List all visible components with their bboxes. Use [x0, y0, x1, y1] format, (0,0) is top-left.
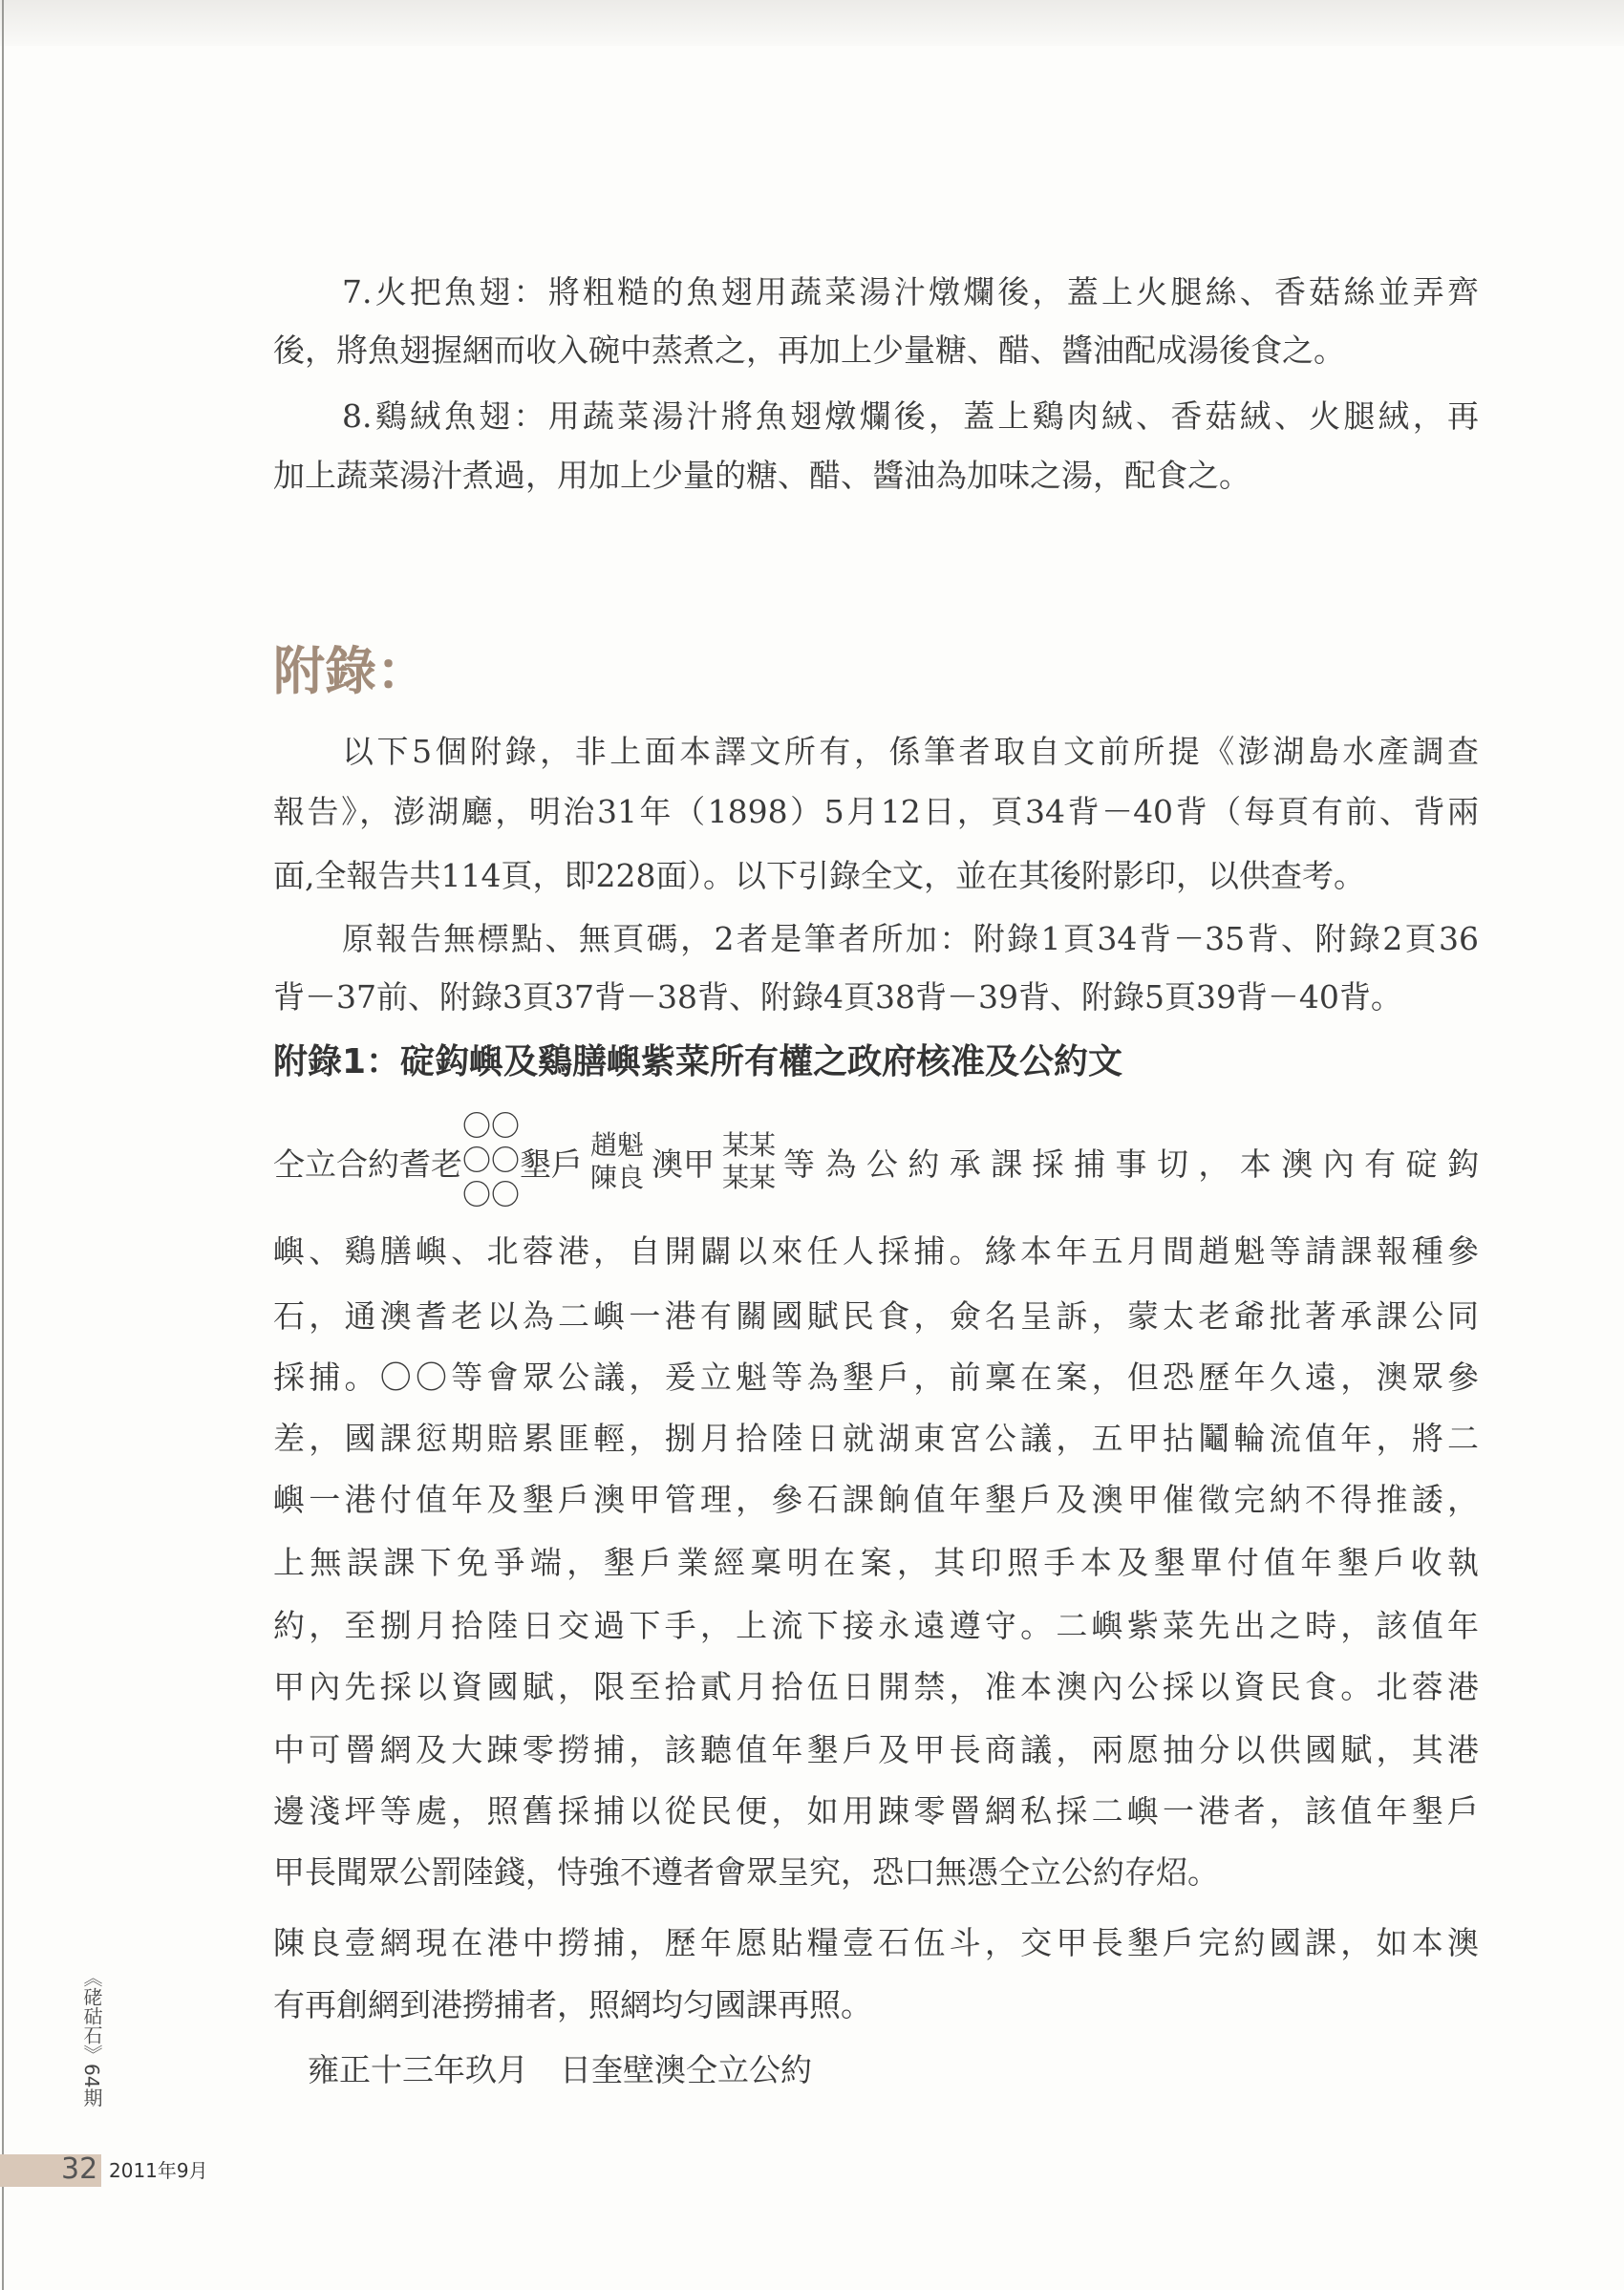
text-line: 報告》，澎湖廳，明治31年（1898）5月12日，頁34背－40背（每頁有前、背兩	[273, 793, 1479, 830]
text-line: 7.火把魚翅：將粗糙的魚翅用蔬菜湯汁燉爛後，蓋上火腿絲、香菇絲並弄齊	[342, 273, 1479, 310]
text-line: 背－37前、附錄3頁37背－38背、附錄4頁38背－39背、附錄5頁39背－40背。	[273, 978, 1402, 1016]
text-line: 加上蔬菜湯汁煮過，用加上少量的糖、醋、醬油為加味之湯，配食之。	[273, 457, 1250, 494]
kenhu-names	[590, 1129, 644, 1194]
scan-top-band	[0, 0, 1624, 46]
aojia-names	[722, 1129, 776, 1194]
contract-prefix: 仝立合約耆老	[273, 1145, 462, 1183]
text-line: 嶼、鷄膳嶼、北蓉港，自開闢以來任人採捕。緣本年五月間趙魁等請課報種參	[273, 1232, 1479, 1270]
elder-placeholder: 〇〇	[462, 1179, 520, 1212]
signature-line: 雍正十三年玖月 日奎壁澳仝立公約	[308, 2051, 812, 2088]
text-line: 邊淺坪等處，照舊採捕以從民便，如用踈零罾網私採二嶼一港者，該值年墾戶	[273, 1792, 1479, 1830]
page-number: 32	[61, 2152, 98, 2186]
name: 某某	[722, 1129, 777, 1161]
text-line: 採捕。〇〇等會眾公議，爰立魁等為墾戶，前稟在案，但恐歷年久遠，澳眾參	[273, 1359, 1479, 1396]
text-line: 面,全報告共114頁，即228面）。以下引錄全文，並在其後附影印，以供查考。	[273, 857, 1365, 894]
issue-date: 2011年9月	[109, 2159, 208, 2182]
text-line: 以下5個附錄，非上面本譯文所有，係筆者取自文前所提《澎湖島水產調查	[342, 733, 1479, 770]
role-aojia: 澳甲	[652, 1145, 716, 1183]
elders-stack	[462, 1110, 520, 1213]
appendix-heading: 附錄：	[273, 641, 428, 701]
appendix1-title: 附錄1：碇鈎嶼及鷄膳嶼紫菜所有權之政府核准及公約文	[273, 1042, 1123, 1081]
journal-issue-label: 《硓𥑮石》64期	[80, 1968, 103, 2108]
text-line: 陳良壹網現在港中撈捕，歷年愿貼糧壹石伍斗，交甲長墾戶完約國課，如本澳	[273, 1924, 1479, 1961]
text-line: 8.鷄絨魚翅：用蔬菜湯汁將魚翅燉爛後，蓋上鷄肉絨、香菇絨、火腿絨，再	[342, 397, 1479, 435]
text-line: 約，至捌月拾陸日交過下手，上流下接永遠遵守。二嶼紫菜先出之時，該值年	[273, 1607, 1479, 1644]
text-line: 中可罾網及大踈零撈捕，該聽值年墾戶及甲長商議，兩愿抽分以供國賦，其港	[273, 1731, 1479, 1768]
contract-opening-line	[273, 1108, 1479, 1215]
name: 某某	[722, 1162, 777, 1193]
text-line: 石，通澳耆老以為二嶼一港有關國賦民食，僉名呈訴，蒙太老爺批著承課公同	[273, 1297, 1479, 1335]
text-line: 差，國課愆期賠累匪輕，捌月拾陸日就湖東宮公議，五甲拈鬮輪流值年，將二	[273, 1420, 1479, 1457]
elder-placeholder: 〇〇	[462, 1110, 520, 1144]
contract-suffix: 等為公約承課採捕事切，本澳內有碇鈎	[783, 1145, 1479, 1183]
name: 陳良	[590, 1162, 645, 1193]
text-line: 嶼一港付值年及墾戶澳甲管理，參石課餉值年墾戶及澳甲催徵完納不得推諉，	[273, 1481, 1479, 1518]
text-line: 甲內先採以資國賦，限至拾貳月拾伍日開禁，准本澳內公採以資民食。北蓉港	[273, 1668, 1479, 1705]
text-line: 甲長聞眾公罰陸錢，恃強不遵者會眾呈究，恐口無憑仝立公約存炤。	[273, 1853, 1219, 1891]
text-line: 原報告無標點、無頁碼，2者是筆者所加：附錄1頁34背－35背、附錄2頁36	[342, 920, 1479, 957]
role-kenhu: 墾戶	[520, 1145, 583, 1183]
text-line: 上無誤課下免爭端，墾戶業經稟明在案，其印照手本及墾單付值年墾戶收執	[273, 1544, 1479, 1581]
name: 趙魁	[590, 1129, 645, 1161]
page-edge-rule	[2, 0, 4, 2290]
text-line: 後，將魚翅握綑而收入碗中蒸煮之，再加上少量糖、醋、醬油配成湯後食之。	[273, 332, 1345, 369]
elder-placeholder: 〇〇	[462, 1145, 520, 1178]
text-line: 有再創網到港撈捕者，照網均匀國課再照。	[273, 1986, 872, 2023]
